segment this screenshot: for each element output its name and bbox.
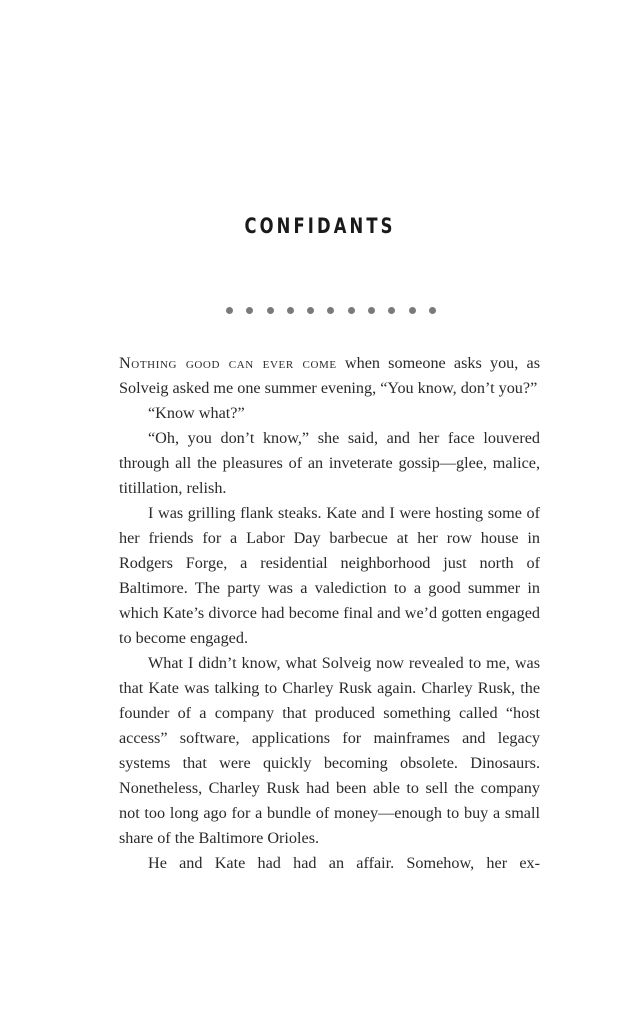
ornament-dot xyxy=(348,307,355,314)
ornament-dot xyxy=(388,307,395,314)
paragraph-2: “Know what?” xyxy=(148,404,245,422)
ornament-dot xyxy=(429,307,436,314)
paragraph-1-text: when someone asks you, as Solveig asked me one summer evening, “You know, don’t you?” xyxy=(119,354,541,397)
paragraph-4: I was grilling flank steaks. Kate and I were hosting some of her friends for a Labor Day barbecue at her row house in Rodgers Forge, a residential neighborhood just north of Baltimore. The party was a valediction to a good summer in which Kate’s divorce had become final and we’d gotten engaged to become engaged. xyxy=(119,504,540,647)
lead-in-smallcaps: Nothing good can ever come xyxy=(119,354,337,372)
ornament-dot xyxy=(327,307,334,314)
ornament-dot xyxy=(409,307,416,314)
paragraph-1 xyxy=(119,351,540,401)
ornament-dot xyxy=(226,307,233,314)
ornament-dot xyxy=(307,307,314,314)
chapter-body xyxy=(119,351,540,876)
section-ornament xyxy=(226,306,436,314)
ornament-dot xyxy=(267,307,274,314)
paragraph-6: He and Kate had had an affair. Somehow, her ex- xyxy=(148,854,540,872)
chapter-title: CONFIDANTS xyxy=(244,214,396,239)
ornament-dot xyxy=(368,307,375,314)
paragraph-5: What I didn’t know, what Solveig now revealed to me, was that Kate was talking to Charley Rusk again. Charley Rusk, the founder of a company that produced something called “host access” software, applications for mainframes and legacy systems that were quickly becoming obsolete. Dinosaurs. Nonetheless, Charley Rusk had been able to sell the company not too long ago for a bundle of money—enough to buy a small share of the Baltimore Orioles. xyxy=(119,654,540,847)
paragraph-3: “Oh, you don’t know,” she said, and her face louvered through all the pleasures of an inveterate gossip—glee, malice, titillation, relish. xyxy=(119,429,540,497)
ornament-dot xyxy=(287,307,294,314)
ornament-dot xyxy=(246,307,253,314)
